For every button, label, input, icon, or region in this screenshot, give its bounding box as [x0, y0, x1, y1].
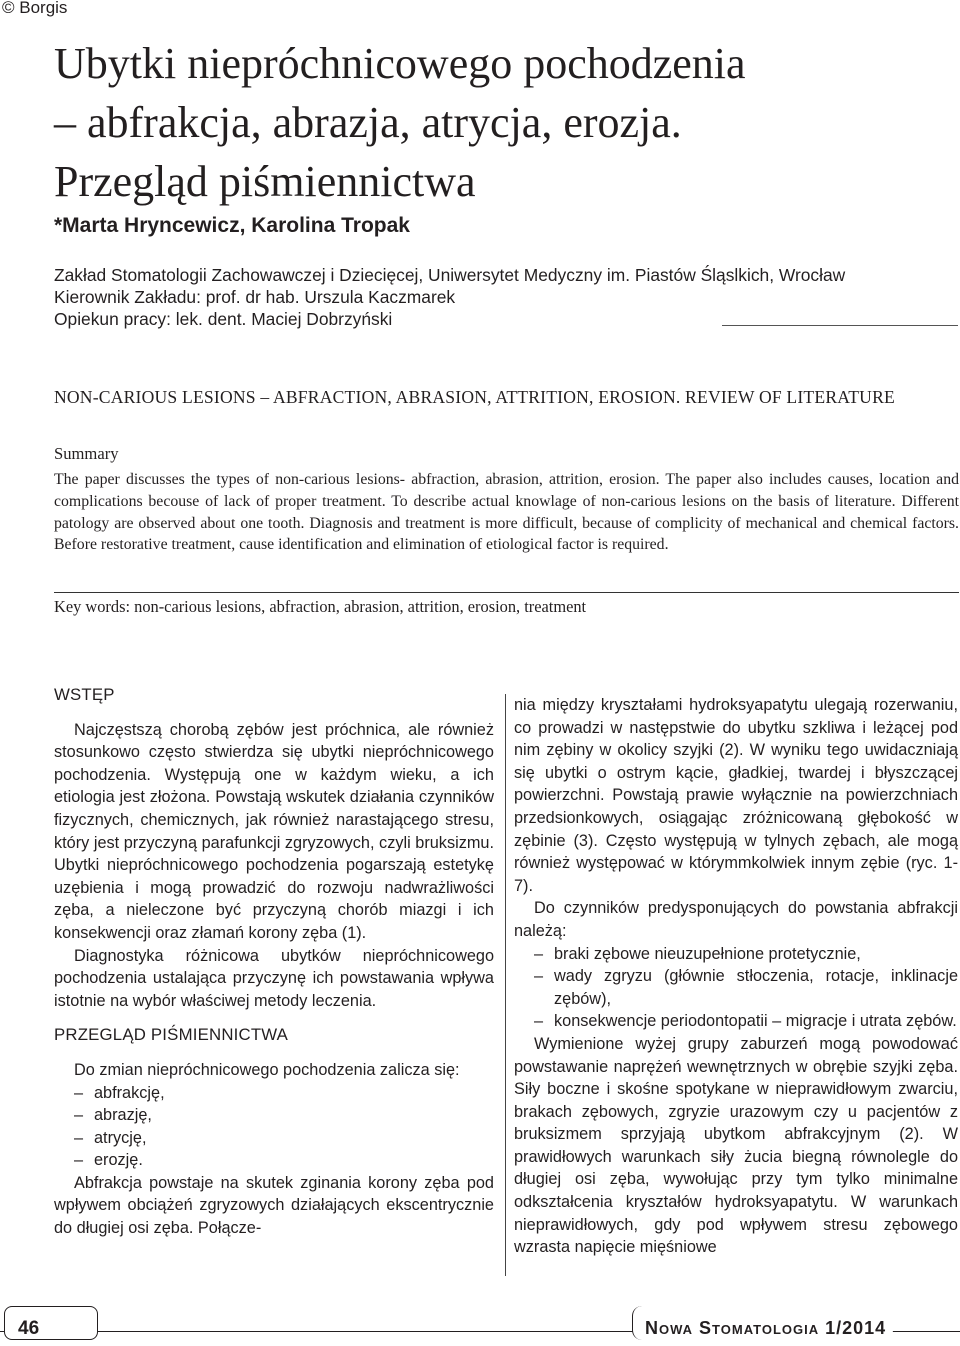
column-divider [505, 694, 506, 1276]
predisposing-factors-list [514, 943, 958, 1033]
keywords-rule [54, 592, 959, 593]
keywords: Key words: non-carious lesions, abfraction, abrasion, attrition, erosion, treatment [54, 597, 587, 616]
paragraph: nia między kryształami hydroksyapatytu ulegają rozerwaniu, co prowadzi w następstwie do ubytku szkliwa i leżącej pod nim zębiny w okolicy szyjki (2). W wyniku tego uwidaczniają się ubytki o ostrym kącie, gładkiej, twardej i błyszczącej powierzchni. Powstają prawie wyłącznie na powierzchniach przedsionkowych, osiągając zróżnicowaną głębokość w zębinie (3). Często występują w tylnych zębach, ale mogą również występować w którymmkolwiek innym zębie (ryc. 1-7). [514, 696, 958, 895]
list-item: – braki zębowe nieuzupełnione protetycznie, [534, 944, 861, 963]
list-item: – abrazję, [74, 1106, 152, 1125]
english-title: NON-CARIOUS LESIONS – ABFRACTION, ABRASION, ATTRITION, EROSION. REVIEW OF LITERATURE [54, 387, 895, 407]
title-line: Przegląd piśmiennictwa [54, 157, 476, 206]
section-heading-review: PRZEGLĄD PIŚMIENNICTWA [54, 1025, 289, 1045]
title-line: Ubytki niepróchnicowego pochodzenia [54, 39, 746, 88]
section-heading-intro: WSTĘP [54, 685, 115, 704]
page-number: 46 [18, 1318, 40, 1339]
summary-heading: Summary [54, 444, 119, 463]
article-title [54, 34, 934, 211]
list-item: – atrycję, [74, 1128, 147, 1147]
paragraph: Do czynników predysponujących do powstania abfrakcji należą: [514, 899, 958, 940]
affiliation-rule [722, 325, 958, 326]
title-line: – abfrakcja, abrazja, atrycja, erozja. [54, 98, 682, 147]
list-item: – wady zgryzu (głównie stłoczenia, rotacje, inklinacje zębów), [534, 967, 958, 1008]
right-column [514, 694, 958, 1259]
affiliation [54, 264, 845, 330]
paragraph: Najczęstszą chorobą zębów jest próchnica, ale również stosunkowo często stwierdza się ubytki niepróchnicowego pochodzenia. Występują one w każdym wieku, a ich etiologia jest złożona. Powstają wskutek działania czynników fizycznych, chemicznych, jak również narastającego stresu, który jest przyczyną parafunkcji zgryzowych, czyli bruksizmu. Ubytki niepróchnicowego pochodzenia pogarszają estetykę uzębienia i mogą prowadzić do rozwoju nadwrażliwości zęba, a nieleczone być przyczyną chorób miazgi i ich konsekwencji oraz złamań korony zęba (1). [54, 720, 494, 942]
left-column [54, 684, 494, 1240]
paragraph: Abfrakcja powstaje na skutek zginania korony zęba pod wpływem obciążeń zgryzowych działających ekscentrycznie do długiej osi zęba. Połącze- [54, 1173, 494, 1238]
journal-name: Nowa Stomatologia 1/2014 [645, 1318, 887, 1338]
lesion-types-list [54, 1082, 494, 1172]
affiliation-line: Opiekun pracy: lek. dent. Maciej Dobrzyński [54, 309, 393, 329]
affiliation-line: Kierownik Zakładu: prof. dr hab. Urszula Kaczmarek [54, 287, 456, 307]
list-item: – konsekwencje periodontopatii – migracje i utrata zębów. [534, 1012, 957, 1031]
summary-text: The paper discusses the types of non-carious lesions- abfraction, abrasion, attrition, erosion. The paper also includes causes, location and complications becouse of lack of proper treatment. To describe actual knowlage of non-carious lesions on the basis of literature. Different patology are observed about one tooth. Diagnosis and treatment is more difficult, because of complicity of mechanical and chemical factors. Before restorative treatment, cause identification and elimination of etiological factor is required. [54, 471, 959, 554]
affiliation-line: Zakład Stomatologii Zachowawczej i Dziecięcej, Uniwersytet Medyczny im. Piastów Śląslkich, Wrocław [54, 265, 846, 285]
paragraph: Wymienione wyżej grupy zaburzeń mogą powodować powstawanie naprężeń wewnętrznych w obrębie szyjki zęba. Siły boczne i skośne spotykane w nieprawidłowym zwarciu, brakach zębowych, zgryzie urazowym czy u pacjentów z bruksizmem sprzyjają ubytkom abfrakcyjnym (2). W prawidłowych warunkach siły żucia biegną równolegle do długiej osi zęba, wywołując przy tym tylko minimalne odkształcenia kryształów hydroksyapatytu. W warunkach nieprawidłowych, gdy pod wpływem stresu zębowego wzrasta napięcie mięśniowe [514, 1034, 958, 1257]
authors: *Marta Hryncewicz, Karolina Tropak [54, 214, 410, 237]
paragraph: Do zmian niepróchnicowego pochodzenia zalicza się: [74, 1060, 460, 1079]
list-item: – abfrakcję, [74, 1083, 165, 1102]
paragraph: Diagnostyka różnicowa ubytków niepróchnicowego pochodzenia ustalająca przyczynę ich powstawania wpływa istotnie na wybór właściwej metody leczenia. [54, 946, 494, 1010]
copyright-notice: © Borgis [2, 0, 68, 17]
list-item: – erozję. [74, 1151, 143, 1170]
